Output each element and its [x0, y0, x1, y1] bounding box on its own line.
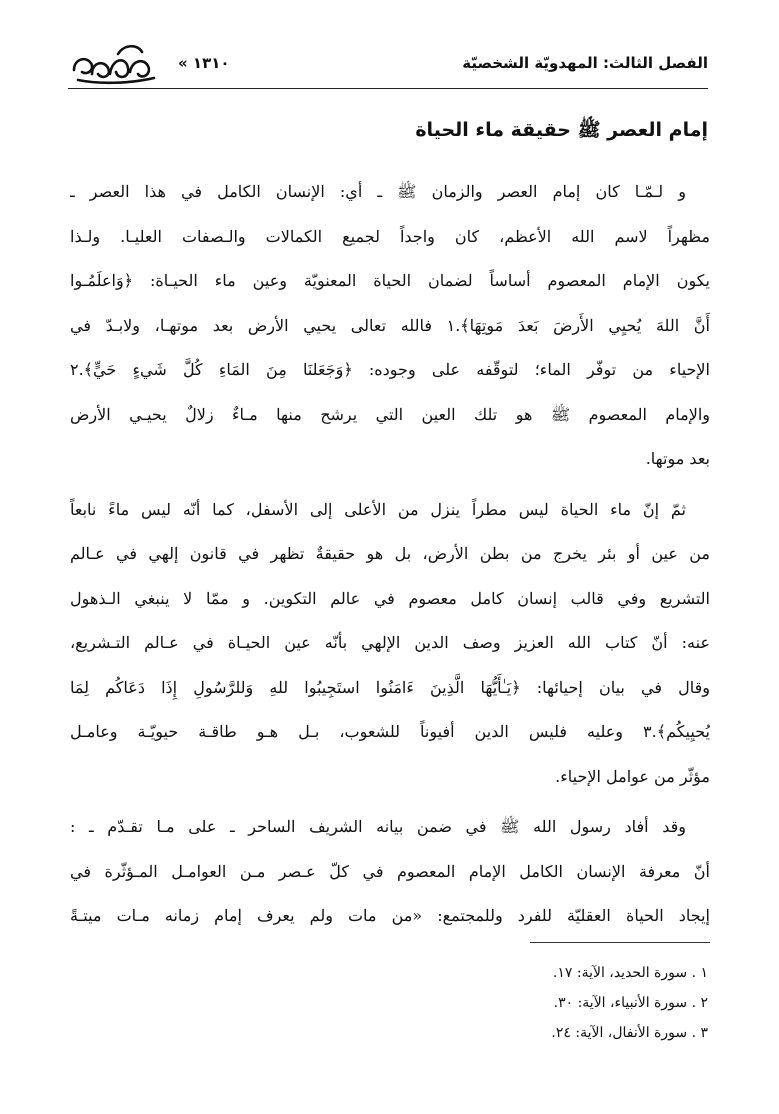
page-header: [68, 38, 708, 90]
text-line: أنّ معرفة الإنسان الكامل الإمام المعصوم في كلّ عـصر مـن العوامـل المـؤثّرة في: [70, 861, 710, 881]
text-line: يُحيِيكُم﴾.٣ وعليه فليس الدين أفيوناً للشعوب، بـل هـو طاقـة حيويّـة وعامـل: [70, 722, 710, 741]
text-line: و لـمّـا كان إمام العصر والزمان ﷺ ـ أي: الإنسان الكامل في هذا العصر ـ: [70, 182, 686, 201]
text-line: وقد أفاد رسول الله ﷺ في ضمن بيانه الشريف الساحر ـ على مـا تقـدّم ـ :: [70, 817, 686, 836]
text-line: التشريع وفي قالب إنسان كامل معصوم في عالم التكوين. و ممّا لا ينبغي الـذهول: [70, 588, 710, 608]
text-line: والإمام المعصوم ﷺ هو تلك العين التي يرشح منها مـاءٌ زلالٌ يحيـي الأرض: [70, 404, 710, 424]
text-line: وقال في بيان إحيائها: ﴿يَـٰأَيُّهَا الَّذِينَ ءَامَنُوا استَجِيبُوا للهِ وَللرَّسُولِ إِذَا دَعَاكُم لِمَا: [70, 677, 710, 697]
chapter-title: الفصل الثالث: المهدويّة الشخصيّة: [462, 54, 708, 72]
decorative-ornament-icon: [68, 40, 160, 86]
footnotes: [68, 958, 708, 1048]
text-line: مظهراً لاسم الله الأعظم، كان واجداً لجميع الكمالات والـصفات العليـا. ولـذا: [70, 226, 710, 246]
footnote: ٢ . سورة الأنبياء، الآية: ٣٠.: [553, 995, 708, 1011]
text-line: الإحياء من توفّر الماء؛ لتوقّفه على وجوده: ﴿وَجَعَلنَا مِنَ المَاءِ كُلَّ شَيءٍ حَيٍّ﴾.٢: [70, 360, 710, 379]
text-line: يكون الإمام المعصوم أساساً لضمان الحياة المعنويّة وعين ماء الحيـاة: ﴿وَاعلَمُـوا: [70, 271, 710, 290]
page-number: ١٣١٠ »: [178, 54, 230, 72]
section-heading: إمام العصر ﷺ حقيقة ماء الحياة: [415, 119, 708, 141]
text-line: عنه: أنّ كتاب الله العزيز وصف الدين الإلهي بأنّه عين الحيـاة في عـالم التـشريع،: [70, 633, 710, 652]
text-line: مؤثّر من عوامل الإحياء.: [555, 766, 710, 786]
text-line: ثمّ إنّ ماء الحياة ليس مطراً ينزل من الأعلى إلى الأسفل، كما أنّه ليس ماءً نابعاً: [70, 499, 687, 519]
text-line: إيجاد الحياة العقليّة للفرد وللمجتمع: «من مات ولم يعرف إمام زمانه مـات ميتـةً: [70, 906, 710, 925]
footnote: ١ . سورة الحديد، الآية: ١٧.: [552, 965, 708, 981]
footnote: ٣ . سورة الأنفال، الآية: ٢٤.: [551, 1025, 708, 1041]
header-rule: [68, 88, 708, 89]
body-text: [70, 170, 710, 939]
footnote-separator: [530, 942, 710, 943]
text-line: أَنَّ اللهَ يُحيِي الأَرضَ بَعدَ مَوتِهَا﴾.١ فالله تعالى يحيي الأرض بعد موتهـا، ولابـدّ في: [70, 315, 710, 335]
text-line: من عين أو بئر يخرج من بطن الأرض، بل هو حقيقةٌ تظهر في قانون إلهي في عـالم: [70, 544, 710, 563]
text-line: بعد موتها.: [645, 449, 710, 468]
